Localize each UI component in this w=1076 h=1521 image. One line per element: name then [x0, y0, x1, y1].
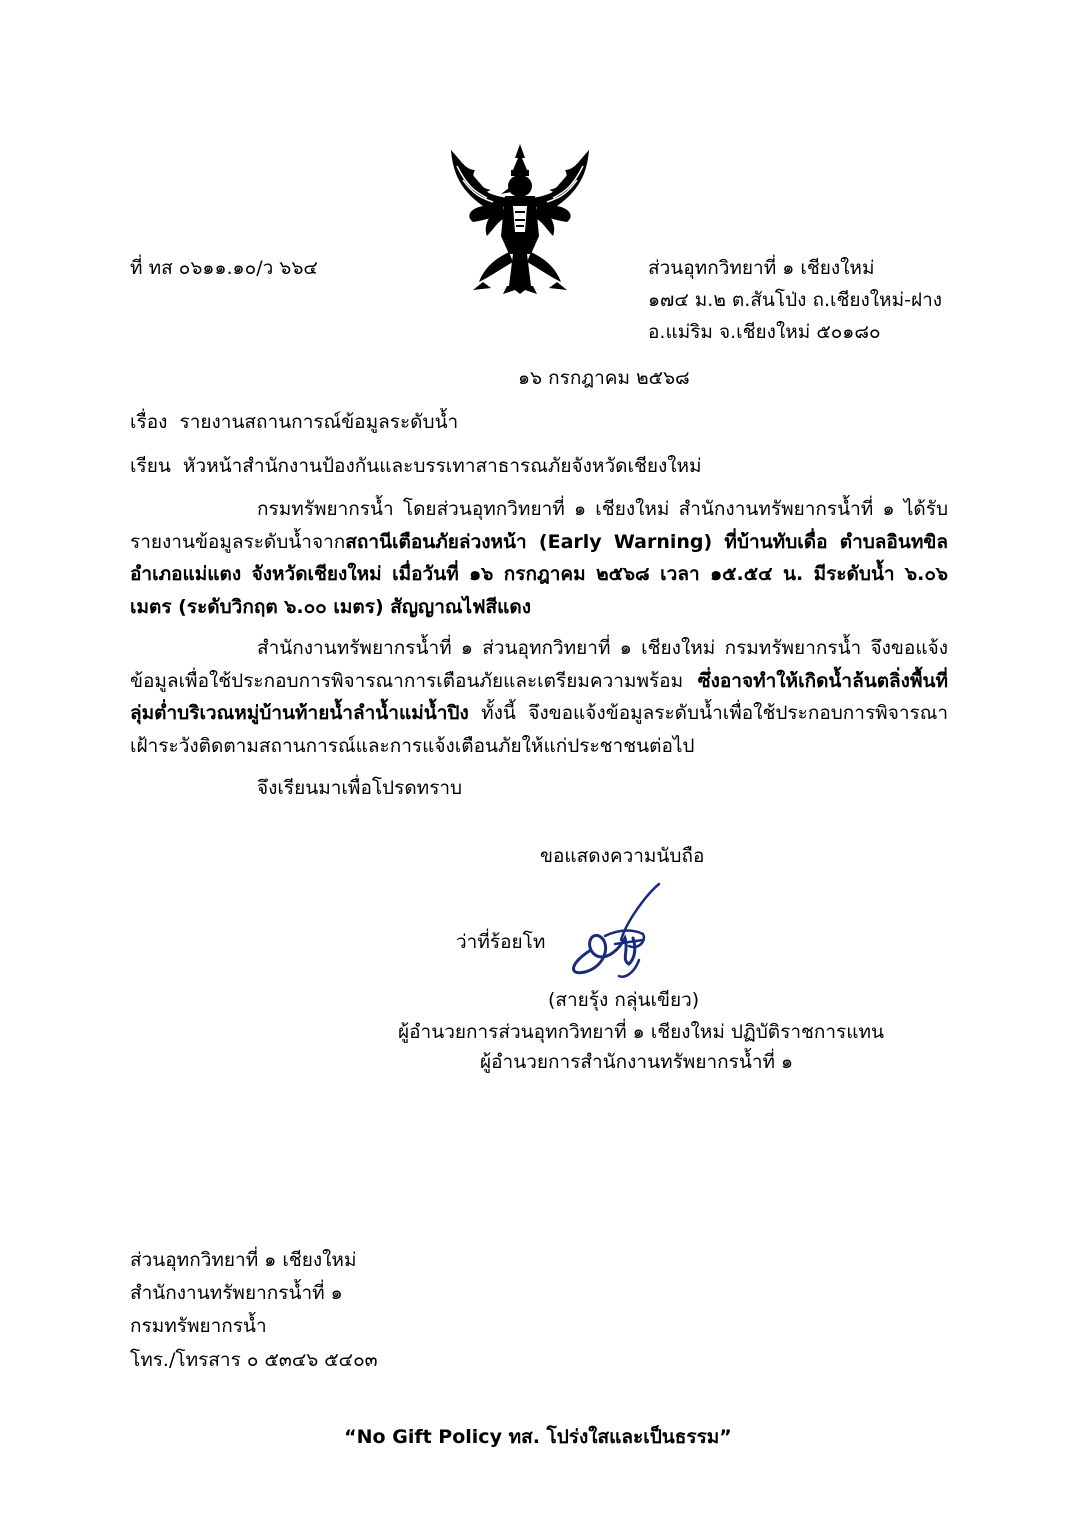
recipient-text: หัวหน้าสำนักงานป้องกันและบรรเทาสาธารณภัยจังหวัดเชียงใหม่: [182, 455, 702, 477]
sender-address-line3: อ.แม่ริม จ.เชียงใหม่ ๕๐๑๘๐: [648, 321, 881, 343]
recipient-line: [130, 452, 702, 480]
paragraph-1-bold: สถานีเตือนภัยล่วงหน้า (Early Warning) ที่บ้านทับเดื่อ ตำบลอินทขิล อำเภอแม่แตง จังหวัดเชียงใหม่ เมื่อวันที่ ๑๖ กรกฎาคม ๒๕๖๘ เวลา ๑๕.๕๔ น. มีระดับน้ำ ๖.๐๖ เมตร (ระดับวิกฤต ๖.๐๐ เมตร) สัญญาณไฟสีแดง: [130, 530, 948, 618]
paragraph-1-text: กรมทรัพยากรน้ำ โดยส่วนอุทกวิทยาที่ ๑ เชียงใหม่ สำนักงานทรัพยากรน้ำที่ ๑ ได้รับรายงานข้อมูลระดับน้ำจาก: [130, 498, 948, 553]
footer-office-line1: ส่วนอุทกวิทยาที่ ๑ เชียงใหม่: [130, 1249, 357, 1271]
letter-date: ๑๖ กรกฎาคม ๒๕๖๘: [518, 367, 690, 389]
closing-line: จึงเรียนมาเพื่อโปรดทราบ: [257, 777, 463, 799]
body-paragraph-1: [130, 493, 948, 623]
footer-office-line3: กรมทรัพยากรน้ำ: [130, 1315, 267, 1337]
footer-phone-fax: โทร./โทรสาร ๐ ๕๓๔๖ ๕๔๐๓: [130, 1349, 378, 1371]
footer-office-line2: สำนักงานทรัพยากรน้ำที่ ๑: [130, 1282, 343, 1304]
sender-address-line1: ส่วนอุทกวิทยาที่ ๑ เชียงใหม่: [648, 257, 875, 279]
paragraph-2-text-end: ทั้งนี้ จึงขอแจ้งข้อมูลระดับน้ำเพื่อใช้ประกอบการพิจารณาเฝ้าระวังติดตามสถานการณ์และการแจ้งเตือนภัยให้แก่ประชาชนต่อไป: [130, 702, 948, 757]
body-paragraph-2: [130, 632, 948, 762]
garuda-emblem-icon: [443, 136, 597, 294]
sender-address-line2: ๑๗๔ ม.๒ ต.สันโป่ง ถ.เชียงใหม่-ฝาง: [648, 289, 943, 311]
paragraph-2-text: สำนักงานทรัพยากรน้ำที่ ๑ ส่วนอุทกวิทยาที่ ๑ เชียงใหม่ กรมทรัพยากรน้ำ จึงขอแจ้งข้อมูลเพื่อใช้ประกอบการพิจารณาการเตือนภัยและเตรียมความพร้อม: [130, 637, 948, 692]
no-gift-policy-slogan: “No Gift Policy ทส. โปร่งใสและเป็นธรรม”: [344, 1426, 732, 1448]
paragraph-2-bold: ซึ่งอาจทำให้เกิดน้ำล้นตลิ่งพื้นที่ลุ่มต่ำบริเวณหมู่บ้านท้ายน้ำลำน้ำแม่น้ำปิง: [130, 669, 948, 724]
subject-label: เรื่อง: [130, 411, 168, 433]
subject-line: [130, 408, 458, 436]
regards-text: ขอแสดงความนับถือ: [540, 845, 705, 867]
signer-rank: ว่าที่ร้อยโท: [456, 931, 546, 953]
signer-name: (สายรุ้ง กลุ่นเขียว): [548, 989, 700, 1011]
recipient-label: เรียน: [130, 455, 171, 477]
handwritten-signature-icon: [563, 880, 673, 980]
signer-position-line2: ผู้อำนวยการสำนักงานทรัพยากรน้ำที่ ๑: [480, 1051, 794, 1073]
reference-number: ที่ ทส ๐๖๑๑.๑๐/ว ๖๖๔: [130, 257, 318, 279]
signer-position-line1: ผู้อำนวยการส่วนอุทกวิทยาที่ ๑ เชียงใหม่ ปฏิบัติราชการแทน: [398, 1021, 885, 1043]
subject-text: รายงานสถานการณ์ข้อมูลระดับน้ำ: [179, 411, 459, 433]
